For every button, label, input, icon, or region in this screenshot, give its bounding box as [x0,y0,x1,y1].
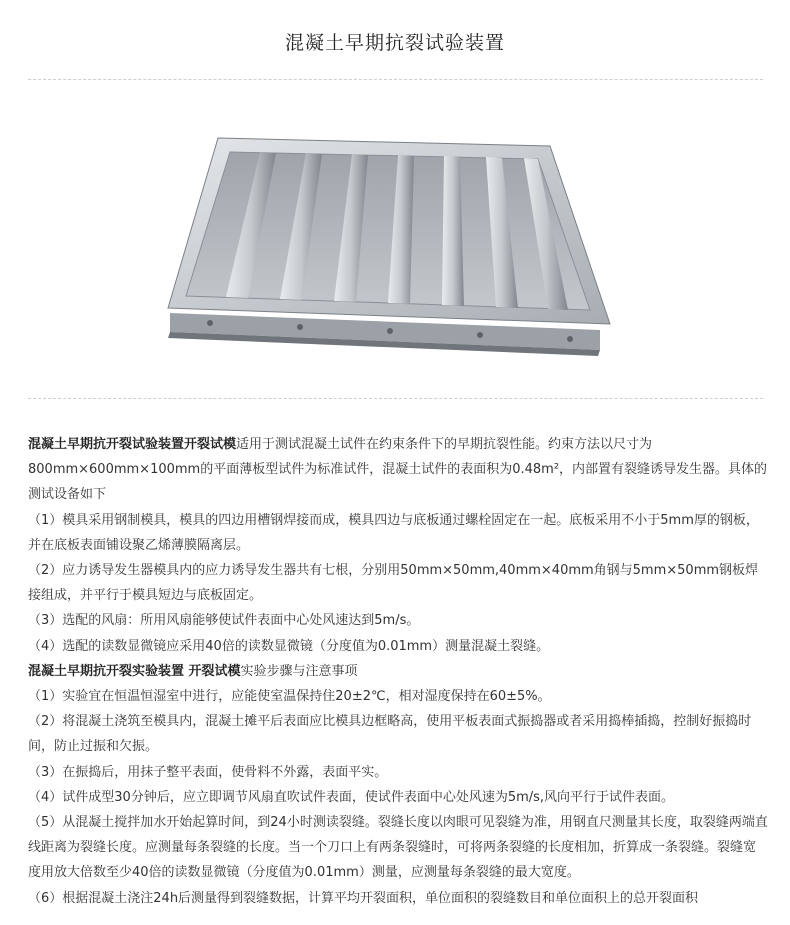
procedure-heading-bold: 混凝土早期抗开裂实验装置 开裂试模 [28,663,241,679]
equipment-item-2: （2）应力诱导发生器模具内的应力诱导发生器共有七根，分别用50mm×50mm,40mm×40mm角钢与5mm×50mm钢板焊接组成，并平行于模具短边与底板固定。 [28,563,759,604]
intro-text: 适用于测试混凝土试件在约束条件下的早期抗裂性能。约束方法以尺寸为800mm×600mm×100mm的平面薄板型试件为标准试件，混凝土试件的表面积为0.48m²，内部置有裂缝诱导发生器。具体的测试设备如下 [28,437,768,503]
procedure-step-6: （6）根据混凝土浇注24h后测量得到裂缝数据，计算平均开裂面积，单位面积的裂缝数目和单位面积上的总开裂面积 [28,890,699,906]
procedure-step-2: （2）将混凝土浇筑至模具内，混凝土摊平后表面应比模具边框略高，使用平板表面式振捣器或者采用捣棒插捣，控制好振捣时间，防止过振和欠振。 [28,714,752,755]
intro-lead-bold: 混凝土早期抗开裂试验装置开裂试模 [28,437,237,452]
procedure-heading-text: 实验步骤与注意事项 [240,663,358,679]
equipment-item-4: （4）选配的读数显微镜应采用40倍的读数显微镜（分度值为0.01mm）测量混凝土裂缝。 [28,638,550,654]
procedure-step-3: （3）在振捣后，用抹子整平表面，使骨料不外露，表面平实。 [28,764,388,780]
divider-top [28,79,763,80]
crack-test-mold-icon [130,118,630,368]
product-photo [130,118,630,368]
page-title: 混凝土早期抗裂试验装置 [284,32,505,54]
procedure-heading [28,659,768,684]
procedure-step-5: （5）从混凝土搅拌加水开始起算时间，到24小时测读裂缝。裂缝长度以肉眼可见裂缝为准，用钢直尺测量其长度，取裂缝两端直线距离为裂缝长度。应测量每条裂缝的长度。当一个刀口上有两条裂缝时，可将两条裂缝的长度相加，折算成一条裂缝。裂缝宽度用放大倍数至少40倍的读数显微镜（分度值为0.01mm）测量，应测量每条裂缝的最大宽度。 [28,815,768,881]
article-body [28,432,768,911]
procedure-step-4: （4）试件成型30分钟后，应立即调节风扇直吹试件表面，使试件表面中心处风速为5m/s,风向平行于试件表面。 [28,789,675,805]
equipment-item-1: （1）模具采用钢制模具，模具的四边用槽钢焊接而成，模具四边与底板通过螺栓固定在一起。底板采用不小于5mm厚的钢板，并在底板表面铺设聚乙烯薄膜隔离层。 [28,512,759,553]
equipment-item-3: （3）选配的风扇：所用风扇能够使试件表面中心处风速达到5m/s。 [28,613,420,629]
intro-paragraph [28,432,768,508]
divider-bottom [28,398,763,399]
procedure-step-1: （1）实验宜在恒温恒湿室中进行，应能使室温保持住20±2℃，相对湿度保持在60±5%。 [28,689,551,705]
